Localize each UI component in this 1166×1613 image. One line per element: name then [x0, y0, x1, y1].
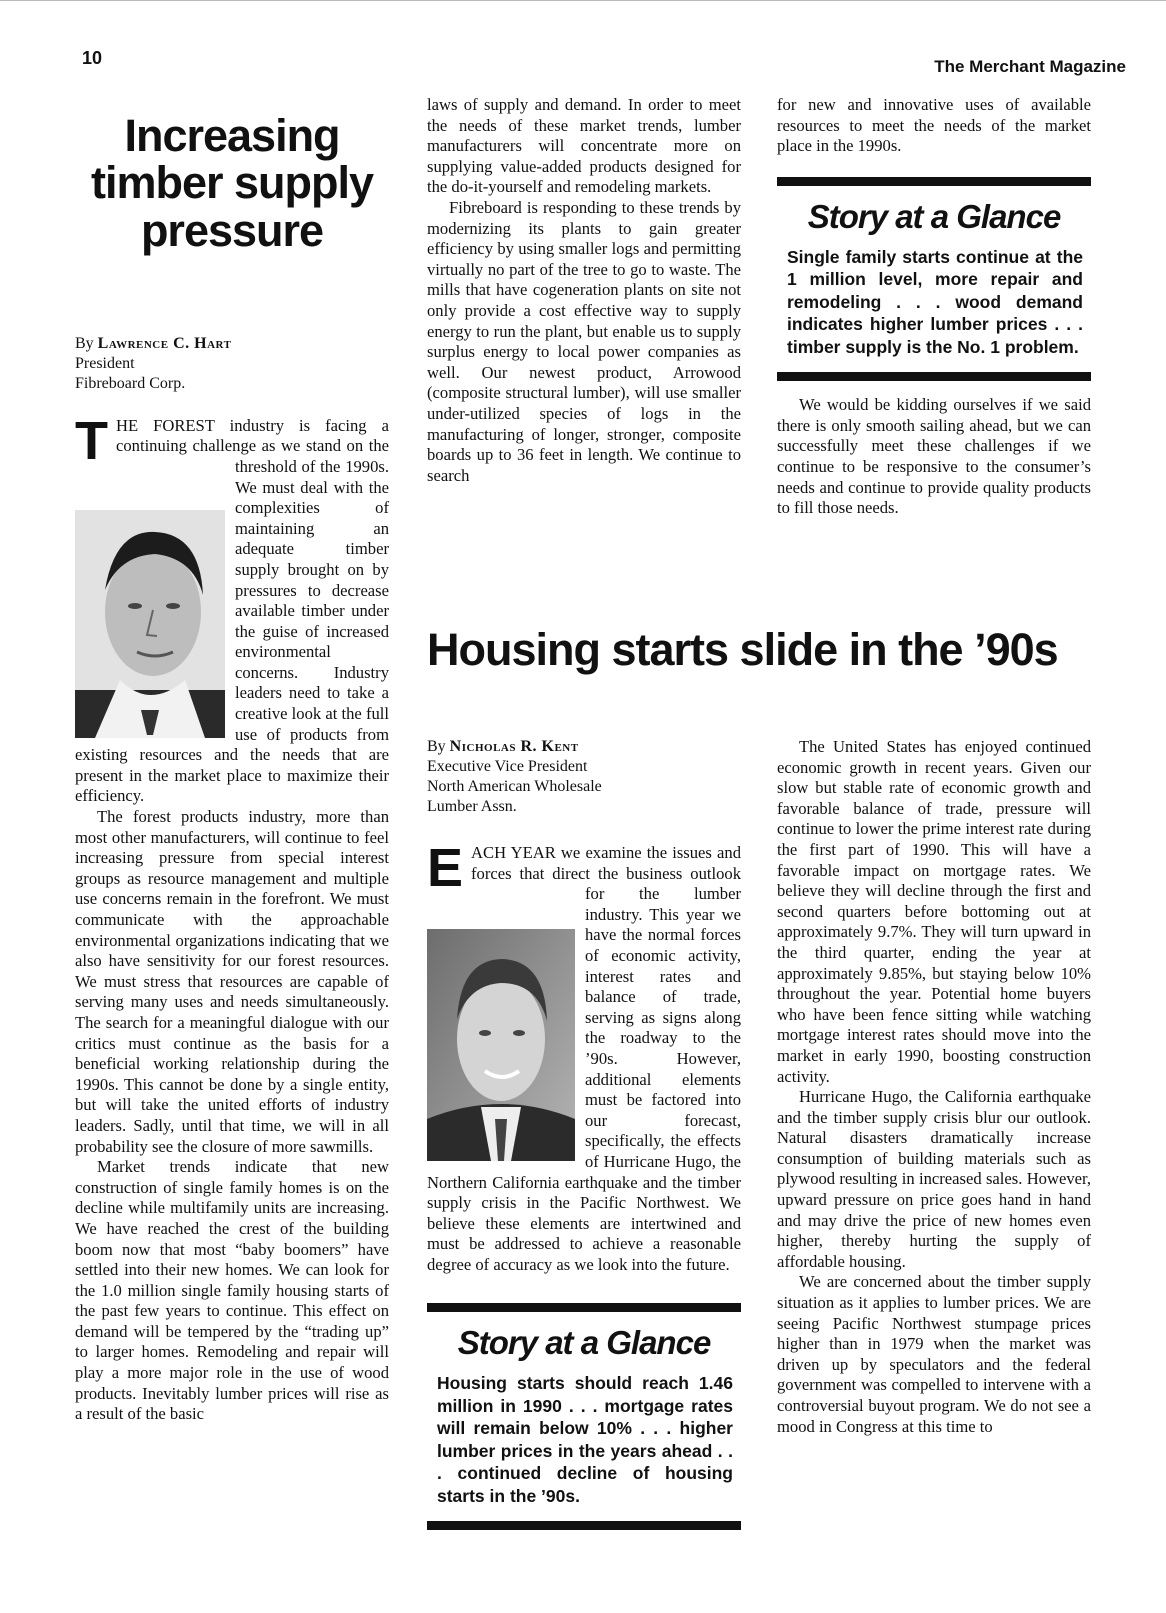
box-top-rule — [777, 177, 1091, 186]
article2-column-2 — [427, 737, 741, 1530]
page-edge — [0, 0, 1166, 5]
glance-text: Housing starts should reach 1.46 million in 1990 . . . mortgage rates will remain below 10% . . . higher lumber prices in the years ahead . . . continued decline of housing starts in the ’90s. — [437, 1373, 733, 1506]
drop-cap: T — [75, 410, 108, 471]
box-bottom-rule — [777, 372, 1091, 381]
article1-headline: Increasing timber supply pressure — [90, 110, 374, 256]
article2-col3-paragraph-1: The United States has enjoyed continued economic growth in recent years. Given our slow but stable rate of economic growth and favorable balance of trade, pressure will continue to lower the prime interest rate during the first part of 1990. This will have a favorable impact on mortgage rates. We believe they will decline through the first and second quarters before bottoming out at approximately 9.7%. They will turn upward in the third quarter, ending the year at approximately 9.85%, but staying below 10% throughout the year. Potential home buyers who have been fence sitting while watching mortgage interest rates should move into the market in early 1990, boosting construction activity. — [777, 737, 1091, 1086]
magazine-title: The Merchant Magazine — [934, 57, 1126, 76]
article2-col3-paragraph-3: We are concerned about the timber supply situation as it applies to lumber prices. We are seeing Pacific Northwest stumpage prices higher than in 1979 when the market was driven up by speculators and the federal government was compelled to intervene with a controversial buyout program. We do not see a mood in Congress at this time to — [777, 1272, 1091, 1436]
article1-column-1 — [75, 100, 389, 1425]
byline-by: By — [427, 738, 446, 755]
author-title: Executive Vice President — [427, 758, 588, 775]
author-org: North American Wholesale — [427, 778, 602, 795]
article1-lead: HE FOREST industry is facing a continuing challenge as we stand on the threshold of the 1990s. We must deal with the complexities of maintaining an adequate timber supply brought on by pressures to decrease available timber under the guise of increased environmental concerns. Industry leaders need to take a creative look at the full use of products from existing resources and the needs that are present in the market place to maximize their efficiency. — [75, 415, 389, 806]
page-number: 10 — [82, 48, 103, 68]
story-at-a-glance-box-2 — [427, 1303, 741, 1530]
article2-body-col2 — [427, 838, 741, 1275]
author-org-2: Lumber Assn. — [427, 798, 517, 815]
article2-col3-paragraph-2: Hurricane Hugo, the California earthquake and the timber supply crisis blur our outlook. Natural disasters dramatically increase consumption of building materials such as plywood resulting in increased sales. However, upward pressure on price goes hand in hand and may drive the price of new homes even higher, thereby hurting the supply of affordable housing. — [777, 1087, 1091, 1271]
author-name: Lawrence C. Hart — [97, 334, 232, 352]
glance-title: Story at a Glance — [807, 197, 1061, 235]
box-bottom-rule — [427, 1521, 741, 1530]
article2-body-col3 — [777, 737, 1091, 1437]
box-top-rule — [427, 1303, 741, 1312]
article1-col2-paragraph-1: laws of supply and demand. In order to meet the needs of these market trends, lumber manufacturers will concentrate more on supplying value-added products designed for the do-it-yourself and remodeling markets. — [427, 95, 741, 197]
article1-col2-paragraph-2: Fibreboard is responding to these trends by modernizing its plants to gain greater efficiency by using smaller logs and permitting virtually no part of the tree to go to waste. The mills that have cogeneration plants on site not only provide a cost effective way to supply energy to run the plant, but enable us to supply surplus energy to local power companies as well. Our newest product, Arrowood (composite structural lumber), will use smaller under-utilized species of logs in the manufacturing of longer, stronger, composite boards up to 36 feet in length. We continue to search — [427, 197, 741, 485]
byline-by: By — [75, 334, 94, 352]
article1-body-col2 — [427, 95, 741, 486]
article2-byline — [427, 737, 741, 817]
article1-body-col1 — [75, 410, 389, 1425]
article2-lead: ACH YEAR we examine the issues and forces that direct the business outlook for the lumber industry. This year we have the normal forces of economic activity, interest rates and balance of trade, serving as signs along the roadway to the ’90s. However, additional elements must be factored into our forecast, specifically, the effects of Hurricane Hugo, the Northern California earthquake and the timber supply crisis in the Pacific Northwest. We believe these elements are intertwined and must be addressed to achieve a reasonable degree of accuracy as we look into the future. — [427, 843, 741, 1274]
article1-col3-paragraph-1: for new and innovative uses of available resources to meet the needs of the market place in the 1990s. — [777, 95, 1091, 156]
glance-title: Story at a Glance — [457, 1324, 711, 1362]
drop-cap: E — [427, 838, 464, 898]
article2-headline: Housing starts slide in the ’90s — [427, 624, 1058, 675]
article1-paragraph-2: The forest products industry, more than most other manufacturers, will continue to feel increasing pressure from special interest groups as resource management and multiple use concerns remain in the forefront. We must communicate with the approachable environmental organizations indicating that we also have sensitivity for our forest resources. We must stress that resources are capable of serving many uses and needs simultaneously. The search for a meaningful dialogue with our critics must continue as the basis for a beneficial working relationship during the 1990s. This cannot be done by a single entity, but will take the united efforts of industry leaders. Sadly, until that time, we will in all probability see the closure of more sawmills. — [75, 807, 389, 1156]
article1-paragraph-3: Market trends indicate that new construction of single family homes is on the decline while multifamily units are increasing. We have reached the crest of the building boom now that most “baby boomers” have settled into their new homes. We can look for the 1.0 million single family housing starts of the past few years to continue. This effect on demand will be tempered by the “trading up” to larger homes. Remodeling and repair will play a more major role in the use of wood products. Inevitably lumber prices will rise as a result of the basic — [75, 1157, 389, 1424]
author-photo-kent — [427, 929, 575, 1161]
story-at-a-glance-box-1 — [777, 177, 1091, 382]
author-photo-hart — [75, 510, 225, 738]
author-company: Fibreboard Corp. — [75, 374, 186, 392]
glance-text: Single family starts continue at the 1 million level, more repair and remodeling . . . wood demand indicates higher lumber prices . . . timber supply is the No. 1 problem. — [787, 246, 1083, 357]
author-name: Nicholas R. Kent — [449, 738, 579, 755]
author-title: President — [75, 354, 135, 372]
article1-col3-paragraph-2: We would be kidding ourselves if we said there is only smooth sailing ahead, but we can successfully meet these challenges if we continue to be responsive to the consumer’s needs and continue to provide quality products to fill those needs. — [777, 395, 1091, 518]
article1-column-3 — [777, 95, 1091, 519]
article1-byline — [75, 334, 389, 394]
